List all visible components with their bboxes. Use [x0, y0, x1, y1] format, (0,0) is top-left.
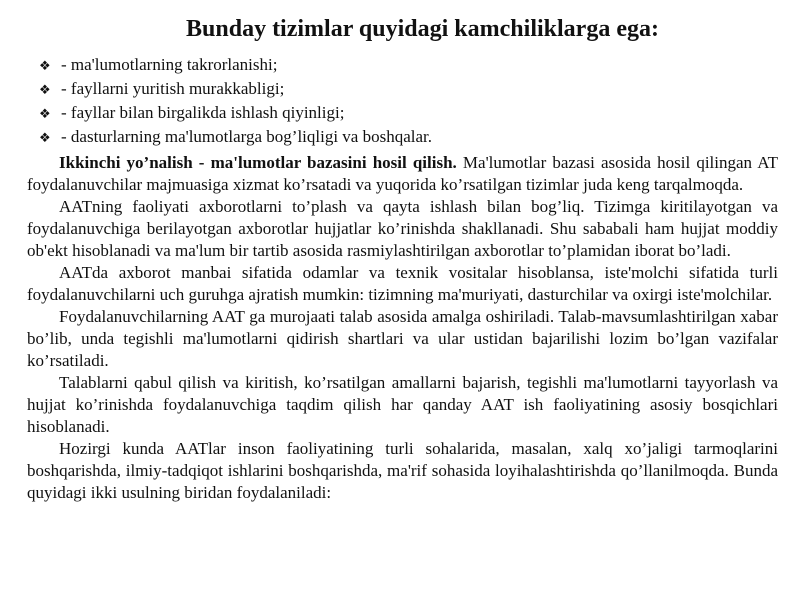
paragraph-bold-lead: Ikkinchi yo’nalish - ma'lumotlar bazasini hosil qilish. — [59, 153, 457, 172]
list-item — [39, 126, 778, 150]
diamond-bullet-icon: ❖ — [39, 59, 51, 74]
paragraph — [27, 438, 778, 504]
paragraph — [27, 152, 778, 196]
list-item — [39, 54, 778, 78]
list-item-text: - dasturlarning ma'lumotlarga bog’liqligi va boshqalar. — [61, 127, 433, 146]
list-item-text: - fayllar bilan birgalikda ishlash qiyinligi; — [61, 103, 345, 122]
paragraph — [27, 196, 778, 262]
list-item-text: - fayllarni yuritish murakkabligi; — [61, 79, 285, 98]
paragraph-text: Talablarni qabul qilish va kiritish, ko’rsatilgan amallarni bajarish, tegishli ma'lumotlarni tayyorlash va hujjat ko’rinishda foydalanuvchiga taqdim qilish har qanday AAT ish faoliyatining asosiy bosqichlari hisoblanadi. — [27, 373, 778, 436]
deficiency-list — [27, 54, 778, 150]
list-item — [39, 78, 778, 102]
diamond-bullet-icon: ❖ — [39, 131, 51, 146]
paragraph — [27, 262, 778, 306]
paragraph-text: Hozirgi kunda AATlar inson faoliyatining turli sohalarida, masalan, xalq xo’jaligi tarmoqlarini boshqarishda, ilmiy-tadqiqot ishlarini boshqarishda, ma'rif sohasida loyihalashtirishda qo’llanilmoqda. Bunda quyidagi ikki usulning biridan foydalaniladi: — [27, 439, 778, 502]
paragraph — [27, 372, 778, 438]
diamond-bullet-icon: ❖ — [39, 107, 51, 122]
paragraph-text: AATning faoliyati axborotlarni to’plash va qayta ishlash bilan bog’liq. Tizimga kiritilayotgan va foydalanuvchiga berilayotgan axborotlar hujjatlar ko’rinishda shakllanadi. Shu sababali ham hujjat moddiy ob'ekt hisoblanadi va ma'lum bir tartib asosida rasmiylashtirilgan axborotlar to’plamidan iborat bo’ladi. — [27, 197, 778, 260]
list-item — [39, 102, 778, 126]
paragraph-text: AATda axborot manbai sifatida odamlar va texnik vositalar hisoblansa, iste'molchi sifatida turli foydalanuvchilarni uch guruhga ajratish mumkin: tizimning ma'muriyati, dasturchilar va oxirgi iste'molchilar. — [27, 263, 778, 304]
paragraph-text: Ma'lumotlar bazasi asosida hosil qilingan AT foydalanuvchilar majmuasiga xizmat ko’rsatadi va yuqorida ko’rsatilgan tizimlar juda keng tarqalmoqda. — [27, 153, 778, 194]
diamond-bullet-icon: ❖ — [39, 83, 51, 98]
paragraph-text: Foydalanuvchilarning AAT ga murojaati talab asosida amalga oshiriladi. Talab-mavsumlashtirilgan xabar bo’lib, unda tegishli ma'lumotlarni qidirish shartlari va ular ustidan bajarilishi lozim bo’lgan vazifalar ko’rsatiladi. — [27, 307, 778, 370]
paragraph — [27, 306, 778, 372]
list-item-text: - ma'lumotlarning takrorlanishi; — [61, 55, 278, 74]
section-heading: Bunday tizimlar quyidagi kamchiliklarga ega: — [186, 16, 659, 42]
